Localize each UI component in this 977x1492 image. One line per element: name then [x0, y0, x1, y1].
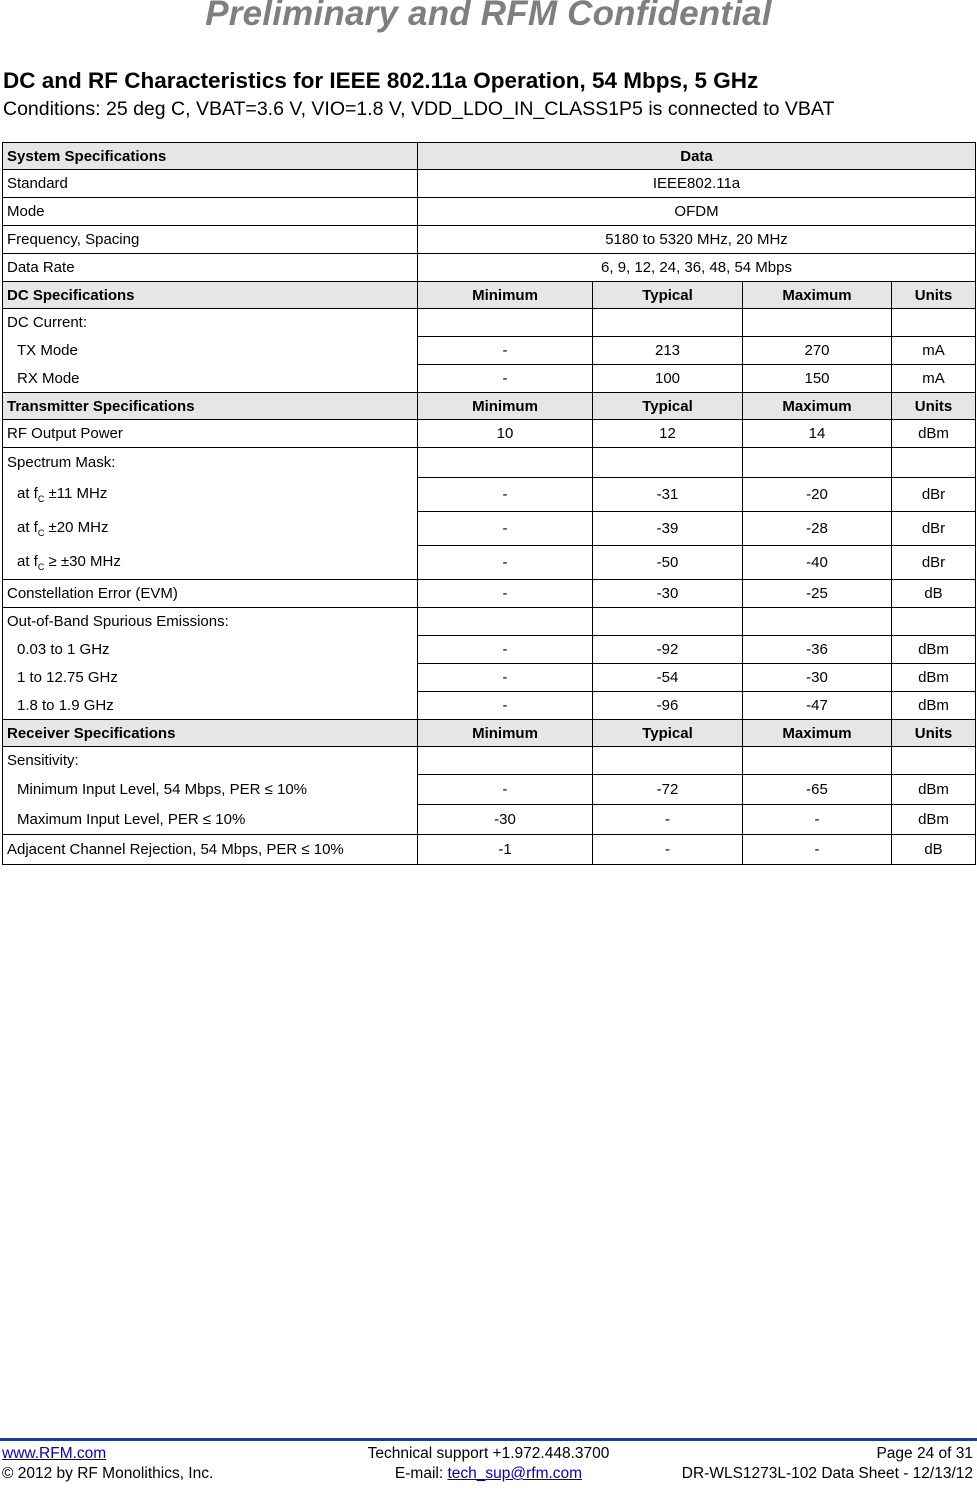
cell-max: -36 — [743, 636, 892, 664]
table-row — [3, 478, 976, 512]
cell-min: -1 — [418, 835, 593, 865]
table-row — [3, 580, 976, 608]
row-value: 6, 9, 12, 24, 36, 48, 54 Mbps — [418, 254, 976, 282]
tx-header: Transmitter Specifications — [3, 393, 418, 420]
system-header-row — [3, 143, 976, 170]
row-label: Frequency, Spacing — [3, 226, 418, 254]
row-label: Maximum Input Level, PER ≤ 10% — [17, 810, 246, 828]
table-row — [3, 309, 976, 337]
cell-typ: -31 — [593, 478, 743, 512]
col-typ: Typical — [593, 282, 743, 309]
group-label: Sensitivity: — [3, 747, 418, 775]
spec-table — [2, 142, 976, 865]
row-label: 0.03 to 1 GHz — [17, 641, 110, 658]
cell-min: - — [418, 365, 593, 393]
cell-typ: -30 — [593, 580, 743, 608]
table-row — [3, 835, 976, 865]
row-label: at $f_C \pm 11$ MHz — [17, 485, 108, 504]
cell-typ: -54 — [593, 664, 743, 692]
section-title: DC and RF Characteristics for IEEE 802.11a Operation, 54 Mbps, 5 GHz — [3, 68, 759, 93]
cell-units: dBm — [892, 692, 976, 720]
copyright: © 2012 by RF Monolithics, Inc. — [2, 1465, 214, 1482]
table-row — [3, 337, 976, 365]
cell-units: dB — [892, 835, 976, 865]
system-header: System Specifications — [3, 143, 418, 170]
row-label: 1.8 to 1.9 GHz — [17, 696, 114, 714]
cell-units: mA — [892, 365, 976, 393]
col-units: Units — [892, 720, 976, 747]
cell-min: - — [418, 546, 593, 580]
cell-max: - — [743, 835, 892, 865]
table-row — [3, 512, 976, 546]
cell-min: - — [418, 580, 593, 608]
table-row — [3, 170, 976, 198]
row-value: 5180 to 5320 MHz, 20 MHz — [418, 226, 976, 254]
cell-max: 270 — [743, 337, 892, 365]
website-link[interactable]: www.RFM.com — [2, 1445, 107, 1462]
cell-min: - — [418, 337, 593, 365]
table-row — [3, 664, 976, 692]
cell-units: mA — [892, 337, 976, 365]
data-header: Data — [418, 143, 976, 170]
table-row — [3, 747, 976, 775]
group-label: Out-of-Band Spurious Emissions: — [3, 608, 418, 636]
col-units: Units — [892, 282, 976, 309]
col-min: Minimum — [418, 282, 593, 309]
table-row — [3, 448, 976, 478]
cell-typ: -72 — [593, 775, 743, 805]
dc-header: DC Specifications — [3, 282, 418, 309]
cell-typ: -96 — [593, 692, 743, 720]
confidential-banner: Preliminary and RFM Confidential — [205, 0, 772, 33]
col-max: Maximum — [743, 393, 892, 420]
row-label: at $f_C \ge \pm 30$ MHz — [17, 552, 121, 572]
row-label: Mode — [3, 198, 418, 226]
group-label: Spectrum Mask: — [3, 448, 418, 478]
cell-max: - — [743, 805, 892, 835]
cell-typ: -50 — [593, 546, 743, 580]
rx-header: Receiver Specifications — [3, 720, 418, 747]
tx-header-row — [3, 393, 976, 420]
cell-min: - — [418, 512, 593, 546]
cell-min: - — [418, 692, 593, 720]
col-min: Minimum — [418, 393, 593, 420]
cell-max: -30 — [743, 664, 892, 692]
cell-max: -25 — [743, 580, 892, 608]
cell-max: -65 — [743, 775, 892, 805]
row-label: Adjacent Channel Rejection, 54 Mbps, PER ≤ 10% — [3, 835, 418, 865]
col-max: Maximum — [743, 282, 892, 309]
cell-max: 150 — [743, 365, 892, 393]
cell-typ: -39 — [593, 512, 743, 546]
table-row — [3, 365, 976, 393]
dc-header-row — [3, 282, 976, 309]
email-link[interactable]: tech_sup@rfm.com — [447, 1465, 583, 1482]
cell-min: - — [418, 478, 593, 512]
cell-min: 10 — [418, 420, 593, 448]
cell-max: 14 — [743, 420, 892, 448]
cell-units: dB — [892, 580, 976, 608]
table-row — [3, 775, 976, 805]
table-row — [3, 692, 976, 720]
table-row — [3, 420, 976, 448]
row-label: at $f_C \pm 20$ MHz — [17, 519, 109, 538]
cell-max: -28 — [743, 512, 892, 546]
cell-units: dBm — [892, 775, 976, 805]
row-label: Constellation Error (EVM) — [3, 580, 418, 608]
row-label: RF Output Power — [3, 420, 418, 448]
table-row — [3, 546, 976, 580]
cell-units: dBm — [892, 664, 976, 692]
row-label: 1 to 12.75 GHz — [17, 669, 118, 686]
cell-units: dBm — [892, 805, 976, 835]
group-label: DC Current: — [3, 309, 418, 337]
footer-divider — [0, 1438, 977, 1441]
support-phone: Technical support +1.972.448.3700 — [367, 1445, 610, 1462]
row-label: RX Mode — [17, 369, 80, 387]
cell-min: - — [418, 775, 593, 805]
col-min: Minimum — [418, 720, 593, 747]
cell-units: dBr — [892, 512, 976, 546]
table-row — [3, 608, 976, 636]
table-row — [3, 226, 976, 254]
row-label: TX Mode — [17, 342, 78, 359]
col-max: Maximum — [743, 720, 892, 747]
table-row — [3, 805, 976, 835]
page-number: Page 24 of 31 — [876, 1445, 973, 1462]
row-label: Minimum Input Level, 54 Mbps, PER ≤ 10% — [17, 781, 308, 798]
cell-typ: 12 — [593, 420, 743, 448]
cell-max: -20 — [743, 478, 892, 512]
rx-header-row — [3, 720, 976, 747]
cell-typ: - — [593, 835, 743, 865]
row-value: OFDM — [418, 198, 976, 226]
cell-units: dBm — [892, 420, 976, 448]
cell-units: dBr — [892, 478, 976, 512]
cell-typ: -92 — [593, 636, 743, 664]
cell-max: -40 — [743, 546, 892, 580]
col-typ: Typical — [593, 720, 743, 747]
cell-max: -47 — [743, 692, 892, 720]
row-label: Data Rate — [3, 254, 418, 282]
test-conditions: Conditions: 25 deg C, VBAT=3.6 V, VIO=1.8 V, VDD_LDO_IN_CLASS1P5 is connected to VBAT — [3, 98, 835, 120]
table-row — [3, 636, 976, 664]
col-typ: Typical — [593, 393, 743, 420]
document-id: DR-WLS1273L-102 Data Sheet - 12/13/12 — [681, 1465, 973, 1482]
table-row — [3, 254, 976, 282]
table-row — [3, 198, 976, 226]
cell-units: dBr — [892, 546, 976, 580]
cell-units: dBm — [892, 636, 976, 664]
row-label: Standard — [3, 170, 418, 198]
cell-min: - — [418, 636, 593, 664]
support-email: E-mail: tech_sup@rfm.com — [394, 1465, 583, 1482]
col-units: Units — [892, 393, 976, 420]
cell-typ: 100 — [593, 365, 743, 393]
cell-min: -30 — [418, 805, 593, 835]
row-value: IEEE802.11a — [418, 170, 976, 198]
cell-typ: 213 — [593, 337, 743, 365]
cell-typ: - — [593, 805, 743, 835]
cell-min: - — [418, 664, 593, 692]
